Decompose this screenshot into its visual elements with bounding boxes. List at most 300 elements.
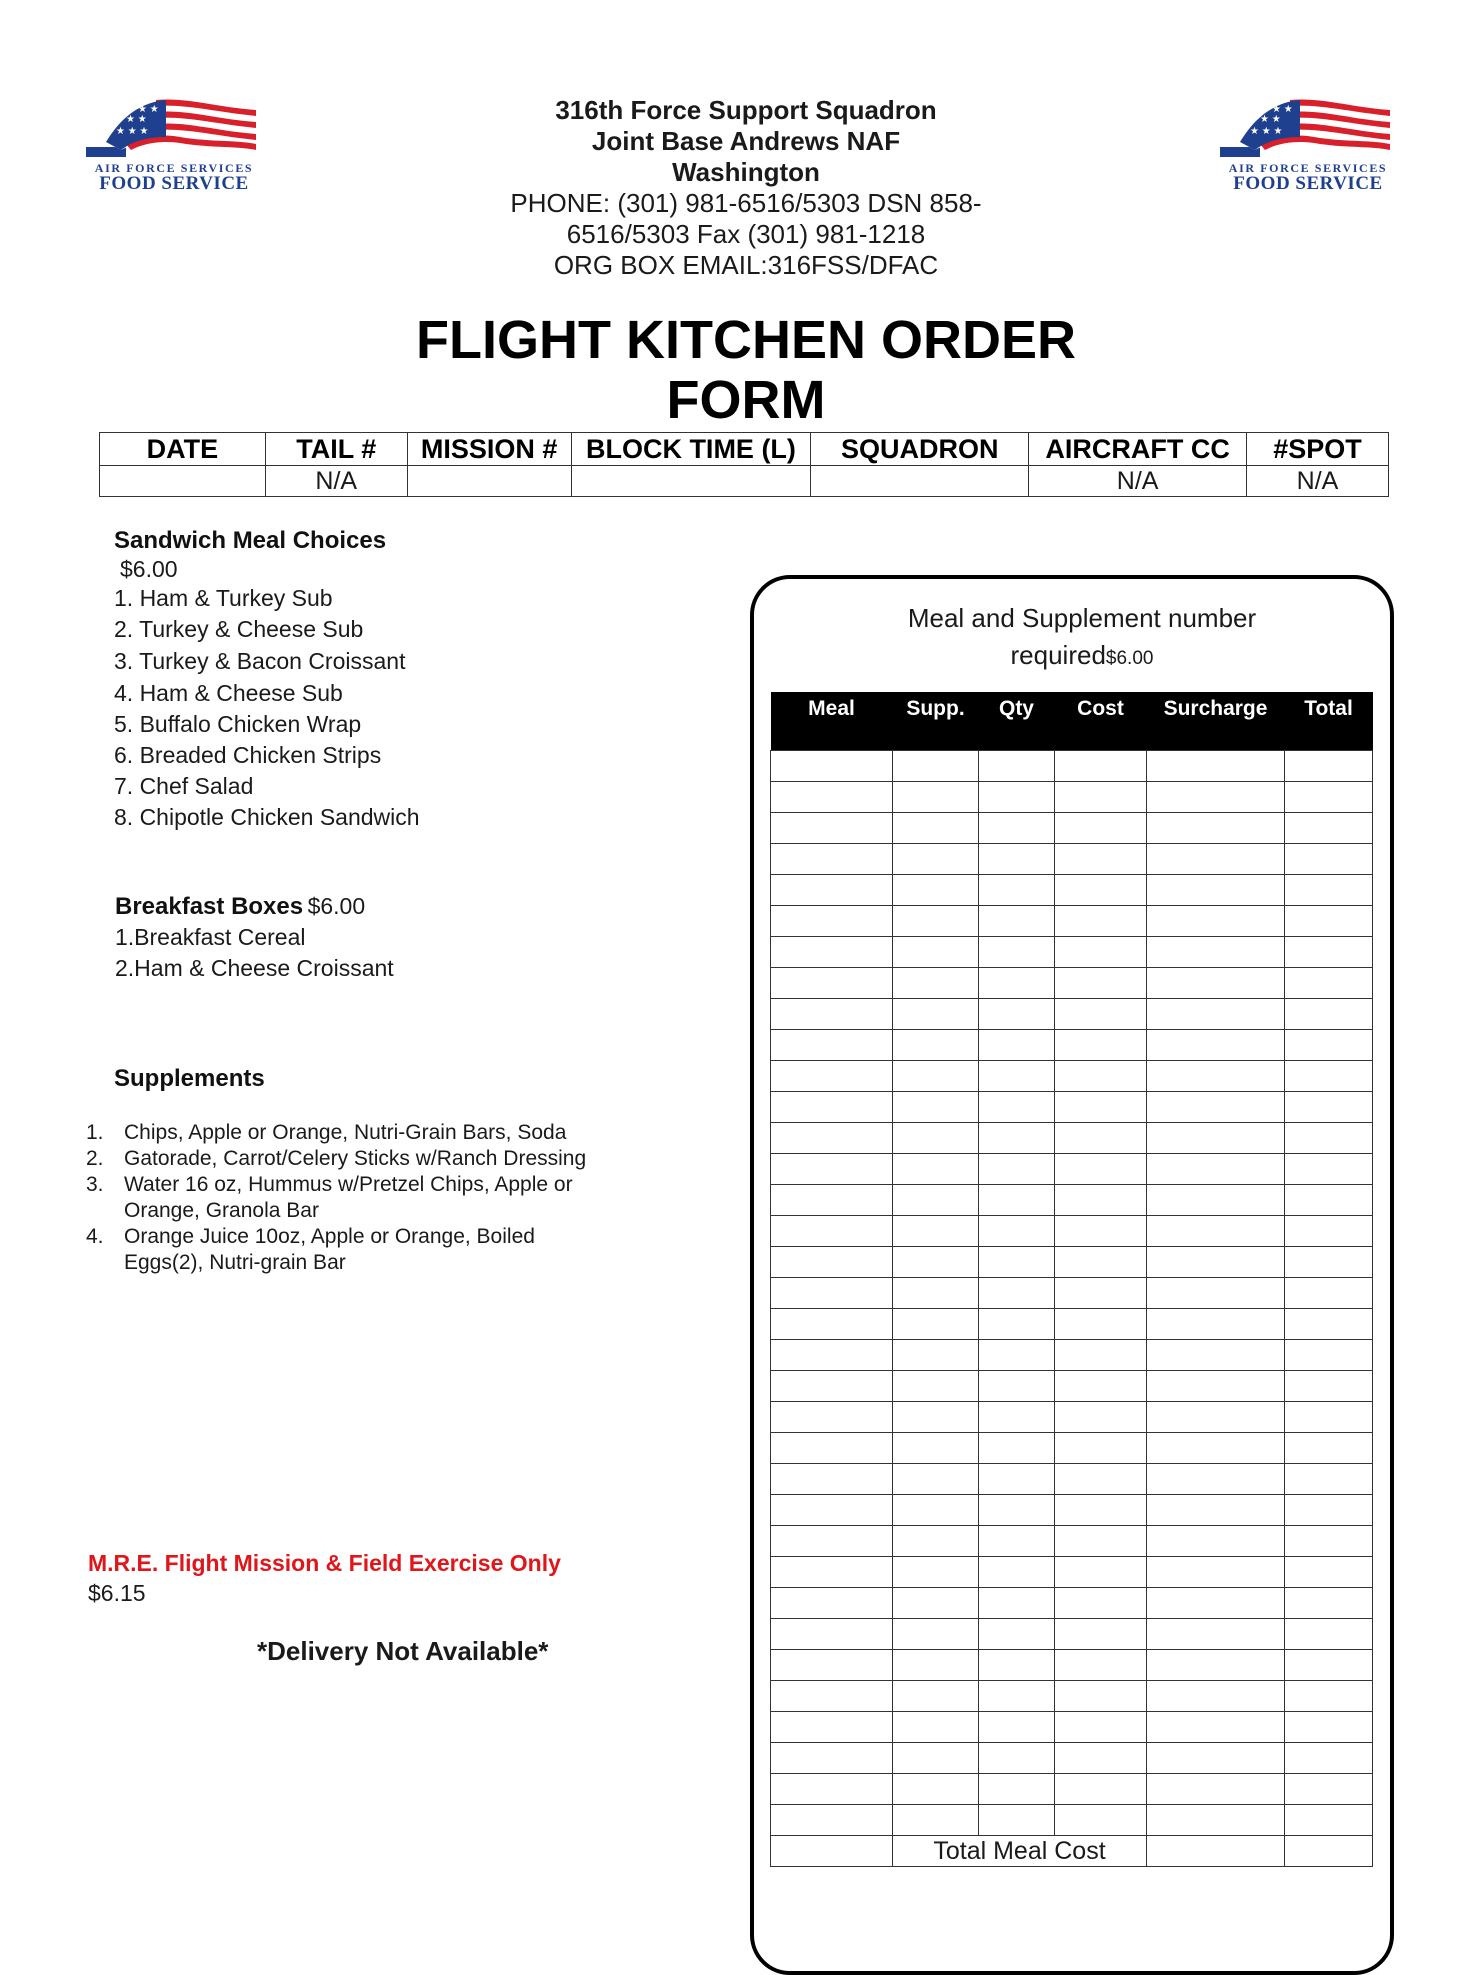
supp-cell[interactable]: [893, 1154, 979, 1185]
meal-cell[interactable]: [771, 1371, 893, 1402]
order-row: [771, 751, 1373, 782]
cost-cell[interactable]: [1055, 1309, 1147, 1340]
meal-cell[interactable]: [771, 751, 893, 782]
surcharge-cell[interactable]: [1147, 1650, 1285, 1681]
cost-cell[interactable]: [1055, 1247, 1147, 1278]
supp-cell[interactable]: [893, 1805, 979, 1836]
mission-field[interactable]: [407, 466, 571, 497]
cost-cell[interactable]: [1055, 1743, 1147, 1774]
cost-cell[interactable]: [1055, 968, 1147, 999]
info-header-row: [100, 433, 1389, 466]
cost-cell[interactable]: [1055, 1681, 1147, 1712]
svg-text:★ ★ ★: ★ ★ ★: [116, 126, 149, 137]
breakfast-heading: Breakfast Boxes: [115, 893, 304, 920]
surcharge-cell[interactable]: [1147, 782, 1285, 813]
cost-cell[interactable]: [1055, 1402, 1147, 1433]
logo-line2: FOOD SERVICE: [1233, 173, 1383, 194]
cost-cell[interactable]: [1055, 1433, 1147, 1464]
surcharge-cell[interactable]: [1147, 1340, 1285, 1371]
flag-icon: [1220, 92, 1396, 162]
supplement-text: Gatorade, Carrot/Celery Sticks w/Ranch Dressing: [124, 1147, 587, 1170]
supp-cell[interactable]: [893, 1247, 979, 1278]
total-cell[interactable]: [1285, 1464, 1373, 1495]
cost-cell[interactable]: [1055, 1619, 1147, 1650]
supplement-text: Chips, Apple or Orange, Nutri-Grain Bars, Soda: [124, 1121, 567, 1144]
cost-cell[interactable]: [1055, 813, 1147, 844]
cost-cell[interactable]: [1055, 1185, 1147, 1216]
meal-cell[interactable]: [771, 1030, 893, 1061]
supp-cell[interactable]: [893, 782, 979, 813]
sandwich-item: 2. Turkey & Cheese Sub: [114, 616, 364, 642]
qty-cell[interactable]: [979, 813, 1055, 844]
order-box-title-line1: Meal and Supplement number: [907, 603, 1257, 633]
svg-text:★ ★: ★ ★: [138, 104, 159, 115]
surcharge-cell[interactable]: [1147, 1185, 1285, 1216]
total-cell[interactable]: [1285, 1526, 1373, 1557]
meal-cell[interactable]: [771, 1805, 893, 1836]
supp-cell[interactable]: [893, 906, 979, 937]
surcharge-cell[interactable]: [1147, 1681, 1285, 1712]
total-cell[interactable]: [1285, 1712, 1373, 1743]
order-body: [771, 751, 1373, 1867]
order-box-title: [882, 600, 1282, 677]
header-line3: Washington: [672, 157, 820, 187]
meal-column-header: Meal: [771, 692, 893, 751]
cost-cell[interactable]: [1055, 1805, 1147, 1836]
svg-text:★ ★: ★ ★: [1260, 114, 1281, 125]
supp-cell[interactable]: [893, 1650, 979, 1681]
cost-cell[interactable]: [1055, 844, 1147, 875]
meal-cell[interactable]: [771, 1154, 893, 1185]
supp-cell[interactable]: [893, 1309, 979, 1340]
supp-cell[interactable]: [893, 1123, 979, 1154]
surcharge-cell[interactable]: [1147, 751, 1285, 782]
date-header: DATE: [100, 433, 266, 466]
supplement-item: [86, 1224, 626, 1276]
qty-cell[interactable]: [979, 1805, 1055, 1836]
qty-cell[interactable]: [979, 1526, 1055, 1557]
total-column-header: Total: [1285, 692, 1373, 751]
supp-cell[interactable]: [893, 813, 979, 844]
order-box-title-line2: required: [1010, 640, 1106, 670]
surcharge-cell[interactable]: [1147, 1371, 1285, 1402]
surcharge-cell[interactable]: [1147, 1092, 1285, 1123]
sandwich-item: 7. Chef Salad: [114, 773, 254, 799]
sandwich-item: 5. Buffalo Chicken Wrap: [114, 711, 362, 737]
total-surcharge-cell[interactable]: [1147, 1836, 1285, 1867]
total-cell[interactable]: [1285, 844, 1373, 875]
flag-icon: [86, 92, 262, 162]
qty-cell[interactable]: [979, 1309, 1055, 1340]
meal-cell[interactable]: [771, 1774, 893, 1805]
supp-cell[interactable]: [893, 1216, 979, 1247]
meal-cell[interactable]: [771, 844, 893, 875]
qty-cell[interactable]: [979, 1743, 1055, 1774]
qty-cell[interactable]: [979, 1030, 1055, 1061]
surcharge-cell[interactable]: [1147, 1743, 1285, 1774]
order-row: [771, 906, 1373, 937]
supp-cell[interactable]: [893, 1278, 979, 1309]
total-cell[interactable]: [1285, 1371, 1373, 1402]
order-row: [771, 1619, 1373, 1650]
surcharge-cell[interactable]: [1147, 1712, 1285, 1743]
meal-cell[interactable]: [771, 1464, 893, 1495]
qty-cell[interactable]: [979, 1619, 1055, 1650]
meal-cell[interactable]: [771, 1588, 893, 1619]
supplement-number: 1.: [86, 1121, 104, 1144]
order-row: [771, 1774, 1373, 1805]
cost-cell[interactable]: [1055, 1464, 1147, 1495]
cost-cell[interactable]: [1055, 1526, 1147, 1557]
mission-header: MISSION #: [407, 433, 571, 466]
order-row: [771, 1216, 1373, 1247]
tail-field[interactable]: N/A: [265, 466, 407, 497]
meal-cell[interactable]: [771, 1123, 893, 1154]
total-cell[interactable]: [1285, 999, 1373, 1030]
order-row: [771, 1402, 1373, 1433]
total-cell[interactable]: [1285, 1433, 1373, 1464]
meal-cell[interactable]: [771, 813, 893, 844]
mre-price: $6.15: [88, 1580, 146, 1606]
surcharge-cell[interactable]: [1147, 1247, 1285, 1278]
surcharge-cell[interactable]: [1147, 999, 1285, 1030]
total-cell[interactable]: [1285, 1123, 1373, 1154]
meal-cell[interactable]: [771, 1092, 893, 1123]
order-row: [771, 1805, 1373, 1836]
spot-field[interactable]: N/A: [1247, 466, 1389, 497]
squadron-header: SQUADRON: [811, 433, 1029, 466]
order-row: [771, 1588, 1373, 1619]
qty-cell[interactable]: [979, 1433, 1055, 1464]
header-line5: 6516/5303 Fax (301) 981-1218: [566, 219, 926, 249]
total-cell[interactable]: [1285, 906, 1373, 937]
qty-cell[interactable]: [979, 1340, 1055, 1371]
qty-cell[interactable]: [979, 937, 1055, 968]
total-cell[interactable]: [1285, 1681, 1373, 1712]
total-cell[interactable]: [1285, 1774, 1373, 1805]
order-header-row: [771, 692, 1373, 751]
total-cell[interactable]: [1285, 1402, 1373, 1433]
cost-cell[interactable]: [1055, 1154, 1147, 1185]
surcharge-cell[interactable]: [1147, 1278, 1285, 1309]
total-cell[interactable]: [1285, 1743, 1373, 1774]
meal-cell[interactable]: [771, 1681, 893, 1712]
qty-cell[interactable]: [979, 1123, 1055, 1154]
total-cell[interactable]: [1285, 1340, 1373, 1371]
supp-cell[interactable]: [893, 937, 979, 968]
order-row: [771, 1464, 1373, 1495]
supp-cell[interactable]: [893, 968, 979, 999]
qty-cell[interactable]: [979, 1650, 1055, 1681]
supp-cell[interactable]: [893, 1526, 979, 1557]
total-cell[interactable]: [1285, 937, 1373, 968]
air-force-food-service-logo-left: [86, 92, 262, 202]
order-box-price: $6.00: [1105, 648, 1154, 669]
total-cell[interactable]: [1285, 1278, 1373, 1309]
total-cell[interactable]: [1285, 968, 1373, 999]
meal-cell[interactable]: [771, 937, 893, 968]
sandwich-item: 1. Ham & Turkey Sub: [114, 585, 333, 611]
qty-cell[interactable]: [979, 1371, 1055, 1402]
surcharge-cell[interactable]: [1147, 937, 1285, 968]
meal-cell[interactable]: [771, 999, 893, 1030]
qty-cell[interactable]: [979, 1154, 1055, 1185]
qty-cell[interactable]: [979, 1185, 1055, 1216]
cost-cell[interactable]: [1055, 1371, 1147, 1402]
cost-cell[interactable]: [1055, 1495, 1147, 1526]
meal-cell[interactable]: [771, 1557, 893, 1588]
squadron-field[interactable]: [811, 466, 1029, 497]
total-cell[interactable]: [1285, 751, 1373, 782]
svg-text:★ ★: ★ ★: [1272, 104, 1293, 115]
supp-cell[interactable]: [893, 1588, 979, 1619]
qty-cell[interactable]: [979, 906, 1055, 937]
logo-line2: FOOD SERVICE: [99, 173, 249, 194]
cost-cell[interactable]: [1055, 1712, 1147, 1743]
meal-cell[interactable]: [771, 968, 893, 999]
cost-cell[interactable]: [1055, 937, 1147, 968]
qty-column-header: Qty: [979, 692, 1055, 751]
supp-cell[interactable]: [893, 875, 979, 906]
supp-cell[interactable]: [893, 999, 979, 1030]
total-cell[interactable]: [1285, 1309, 1373, 1340]
cost-cell[interactable]: [1055, 1123, 1147, 1154]
qty-cell[interactable]: [979, 999, 1055, 1030]
breakfast-section: [115, 891, 394, 984]
surcharge-cell[interactable]: [1147, 1216, 1285, 1247]
surcharge-cell[interactable]: [1147, 1464, 1285, 1495]
qty-cell[interactable]: [979, 1557, 1055, 1588]
supp-cell[interactable]: [893, 1092, 979, 1123]
surcharge-cell[interactable]: [1147, 1805, 1285, 1836]
total-cell[interactable]: [1285, 1619, 1373, 1650]
meal-cell[interactable]: [771, 1278, 893, 1309]
header-line4: PHONE: (301) 981-6516/5303 DSN 858-: [510, 188, 982, 218]
meal-cell[interactable]: [771, 1495, 893, 1526]
qty-cell[interactable]: [979, 1464, 1055, 1495]
order-row: [771, 1495, 1373, 1526]
order-row: [771, 968, 1373, 999]
svg-text:★ ★ ★: ★ ★ ★: [1250, 126, 1283, 137]
header-line2: Joint Base Andrews NAF: [591, 126, 901, 156]
supp-cell[interactable]: [893, 1495, 979, 1526]
order-row: [771, 1123, 1373, 1154]
supp-cell[interactable]: [893, 1433, 979, 1464]
supplements-heading-wrap: [114, 1065, 265, 1093]
qty-cell[interactable]: [979, 1495, 1055, 1526]
meal-cell[interactable]: [771, 782, 893, 813]
surcharge-cell[interactable]: [1147, 1030, 1285, 1061]
total-cell[interactable]: [1285, 1557, 1373, 1588]
cost-cell[interactable]: [1055, 999, 1147, 1030]
total-cell[interactable]: [1285, 1588, 1373, 1619]
qty-cell[interactable]: [979, 751, 1055, 782]
total-cell[interactable]: [1285, 1030, 1373, 1061]
surcharge-cell[interactable]: [1147, 906, 1285, 937]
meal-cell[interactable]: [771, 1216, 893, 1247]
qty-cell[interactable]: [979, 1216, 1055, 1247]
order-row: [771, 844, 1373, 875]
supp-cell[interactable]: [893, 1030, 979, 1061]
total-cell[interactable]: [1285, 875, 1373, 906]
cost-cell[interactable]: [1055, 782, 1147, 813]
cost-cell[interactable]: [1055, 1216, 1147, 1247]
flight-info-table: [99, 432, 1389, 497]
qty-cell[interactable]: [979, 1402, 1055, 1433]
qty-cell[interactable]: [979, 875, 1055, 906]
meal-cell[interactable]: [771, 875, 893, 906]
supplement-number: 4.: [86, 1225, 104, 1248]
meal-cell[interactable]: [771, 1743, 893, 1774]
block-time-field[interactable]: [571, 466, 811, 497]
meal-cell[interactable]: [771, 1402, 893, 1433]
breakfast-item: 2.Ham & Cheese Croissant: [115, 955, 394, 981]
qty-cell[interactable]: [979, 1247, 1055, 1278]
supp-cell[interactable]: [893, 1743, 979, 1774]
meal-cell[interactable]: [771, 1433, 893, 1464]
meal-cell[interactable]: [771, 906, 893, 937]
surcharge-cell[interactable]: [1147, 1154, 1285, 1185]
qty-cell[interactable]: [979, 1092, 1055, 1123]
supplements-heading: Supplements: [114, 1065, 265, 1092]
supp-cell[interactable]: [893, 1464, 979, 1495]
order-row: [771, 1371, 1373, 1402]
supp-cell[interactable]: [893, 1619, 979, 1650]
cost-cell[interactable]: [1055, 1092, 1147, 1123]
cost-cell[interactable]: [1055, 1650, 1147, 1681]
supp-cell[interactable]: [893, 1557, 979, 1588]
qty-cell[interactable]: [979, 968, 1055, 999]
header-block: [440, 95, 1052, 281]
meal-cell[interactable]: [771, 1650, 893, 1681]
surcharge-cell[interactable]: [1147, 1557, 1285, 1588]
order-row: [771, 1061, 1373, 1092]
surcharge-cell[interactable]: [1147, 968, 1285, 999]
surcharge-column-header: Surcharge: [1147, 692, 1285, 751]
order-row: [771, 1154, 1373, 1185]
cost-cell[interactable]: [1055, 1340, 1147, 1371]
date-field[interactable]: [100, 466, 266, 497]
surcharge-cell[interactable]: [1147, 1433, 1285, 1464]
total-cell[interactable]: [1285, 1154, 1373, 1185]
surcharge-cell[interactable]: [1147, 844, 1285, 875]
qty-cell[interactable]: [979, 844, 1055, 875]
qty-cell[interactable]: [979, 1588, 1055, 1619]
surcharge-cell[interactable]: [1147, 875, 1285, 906]
surcharge-cell[interactable]: [1147, 813, 1285, 844]
total-cell[interactable]: [1285, 1061, 1373, 1092]
sandwich-item: 3. Turkey & Bacon Croissant: [114, 648, 406, 674]
order-table: [770, 692, 1373, 1867]
qty-cell[interactable]: [979, 1712, 1055, 1743]
total-cell[interactable]: [1285, 1247, 1373, 1278]
meal-cell[interactable]: [771, 1619, 893, 1650]
supp-cell[interactable]: [893, 844, 979, 875]
order-row: [771, 1650, 1373, 1681]
meal-cell[interactable]: [771, 1185, 893, 1216]
supp-cell[interactable]: [893, 1712, 979, 1743]
cost-cell[interactable]: [1055, 1588, 1147, 1619]
cost-cell[interactable]: [1055, 1030, 1147, 1061]
supp-cell[interactable]: [893, 1774, 979, 1805]
meal-cell[interactable]: [771, 1526, 893, 1557]
total-cell[interactable]: [1285, 1650, 1373, 1681]
cost-cell[interactable]: [1055, 1774, 1147, 1805]
total-cell[interactable]: [1285, 1216, 1373, 1247]
total-cell[interactable]: [1285, 782, 1373, 813]
supp-cell[interactable]: [893, 1681, 979, 1712]
title-line2: FORM: [666, 370, 826, 430]
meal-cell[interactable]: [771, 1061, 893, 1092]
breakfast-item: 1.Breakfast Cereal: [115, 924, 306, 950]
total-meal-cost-value[interactable]: [1285, 1836, 1373, 1867]
cost-cell[interactable]: [1055, 1557, 1147, 1588]
meal-cell[interactable]: [771, 1340, 893, 1371]
supplements-list: [86, 1120, 626, 1276]
surcharge-cell[interactable]: [1147, 1774, 1285, 1805]
supp-cell[interactable]: [893, 1340, 979, 1371]
qty-cell[interactable]: [979, 1774, 1055, 1805]
cost-cell[interactable]: [1055, 875, 1147, 906]
order-row: [771, 1340, 1373, 1371]
supp-column-header: Supp.: [893, 692, 979, 751]
supp-cell[interactable]: [893, 751, 979, 782]
total-cell[interactable]: [1285, 1092, 1373, 1123]
title-line1: FLIGHT KITCHEN ORDER: [416, 310, 1076, 370]
total-cell[interactable]: [1285, 813, 1373, 844]
qty-cell[interactable]: [979, 1061, 1055, 1092]
cost-cell[interactable]: [1055, 1061, 1147, 1092]
qty-cell[interactable]: [979, 1681, 1055, 1712]
aircraft-cc-field[interactable]: N/A: [1029, 466, 1247, 497]
supp-cell[interactable]: [893, 1185, 979, 1216]
delivery-notice: *Delivery Not Available*: [257, 1636, 549, 1666]
total-cell[interactable]: [1285, 1805, 1373, 1836]
surcharge-cell[interactable]: [1147, 1061, 1285, 1092]
cost-cell[interactable]: [1055, 751, 1147, 782]
qty-cell[interactable]: [979, 1278, 1055, 1309]
surcharge-cell[interactable]: [1147, 1309, 1285, 1340]
meal-cell[interactable]: [771, 1247, 893, 1278]
sandwich-section: [114, 527, 420, 833]
order-row: [771, 1247, 1373, 1278]
svg-text:★ ★: ★ ★: [126, 114, 147, 125]
total-cell[interactable]: [1285, 1495, 1373, 1526]
surcharge-cell[interactable]: [1147, 1495, 1285, 1526]
supplement-number: 2.: [86, 1147, 104, 1170]
order-row: [771, 875, 1373, 906]
air-force-food-service-logo-right: [1220, 92, 1396, 202]
order-row: [771, 782, 1373, 813]
surcharge-cell[interactable]: [1147, 1123, 1285, 1154]
sandwich-heading: Sandwich Meal Choices: [114, 527, 387, 554]
meal-cell[interactable]: [771, 1309, 893, 1340]
surcharge-cell[interactable]: [1147, 1588, 1285, 1619]
supp-cell[interactable]: [893, 1402, 979, 1433]
meal-cell[interactable]: [771, 1712, 893, 1743]
surcharge-cell[interactable]: [1147, 1402, 1285, 1433]
breakfast-price: $6.00: [307, 893, 366, 919]
supp-cell[interactable]: [893, 1371, 979, 1402]
supp-cell[interactable]: [893, 1061, 979, 1092]
total-cell[interactable]: [1285, 1185, 1373, 1216]
surcharge-cell[interactable]: [1147, 1526, 1285, 1557]
cost-cell[interactable]: [1055, 1278, 1147, 1309]
total-meal-cost-label: Total Meal Cost: [893, 1836, 1147, 1867]
surcharge-cell[interactable]: [1147, 1619, 1285, 1650]
cost-cell[interactable]: [1055, 906, 1147, 937]
qty-cell[interactable]: [979, 782, 1055, 813]
